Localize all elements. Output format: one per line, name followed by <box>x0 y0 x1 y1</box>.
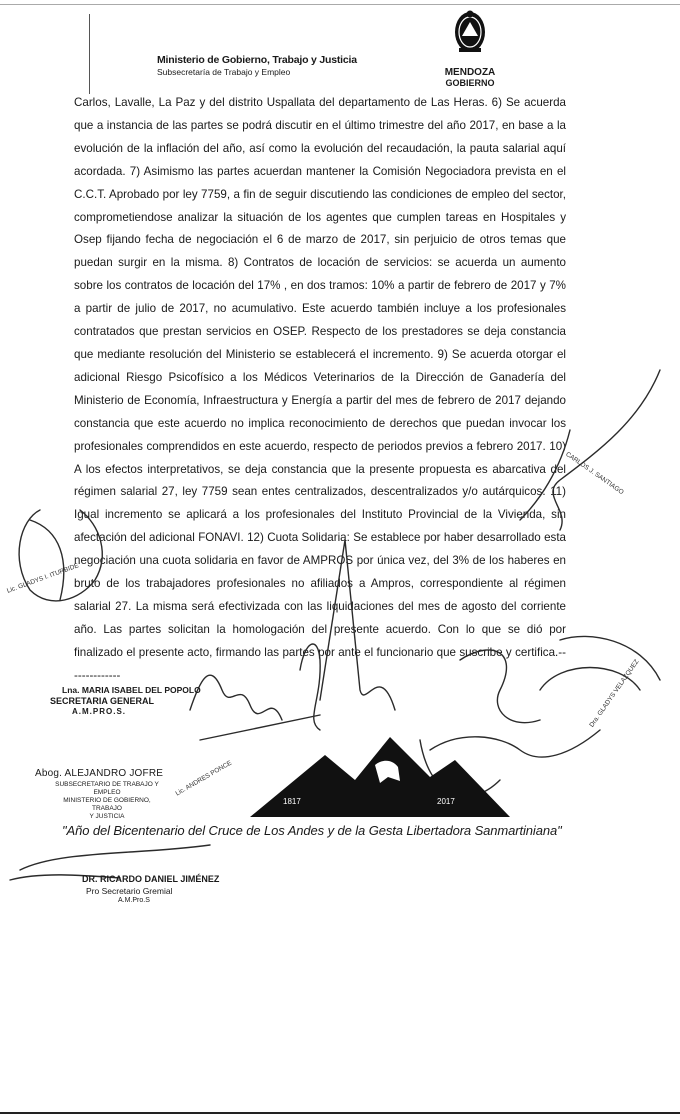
scan-left-edge <box>89 14 90 94</box>
year-motto: "Año del Bicentenario del Cruce de Los Andes y de la Gesta Libertadora Sanmartiniana" <box>62 823 562 838</box>
jofre-title-line3: Y JUSTICIA <box>89 813 125 820</box>
scan-bottom-edge <box>0 1112 680 1114</box>
agreement-body-text: Carlos, Lavalle, La Paz y del distrito Uspallata del departamento de Las Heras. 6) Se acuerda que a instancia de las partes se podrá discutir en el último trimestre del año 2017, en base a la evolución de la inflación del año, así como la evolución del recaudación, la pauta salarial aquí acordada. 7) Asimismo las partes acuerdan mantener la Comisión Negociadora prevista en el C.C.T. Aprobado por ley 7759, a fin de seguir discutiendo las condiciones de empleo del sector, comprometiendose analizar la situación de los agentes que cumplen tareas en Hospitales y Osep fijando fecha de negociación el 6 de marzo de 2017, sin perjuicio de otros temas que puedan surgir en la misma. 8) Contratos de locación de servicios: se acuerda un aumento sobre los contratos de locación del 17% , en dos tramos: 10% a partir de febrero de 2017 y 7% a partir de julio de 2017, no acumulativo. Este acuerdo también incluye a los profesionales contratados que prestan servicios en OSEP. Respecto de los prestadores se deja constancia que mediante resolución del Ministerio se establecerá el incremento. 9) Se acuerda otorgar el adicional Riesgo Psicofísico a los Médicos Veterinarios de la Dirección de Ganadería del Ministerio de Economía, Infraestructura y Energía a partir del mes de febrero de 2017 dejando constancia que este acuerdo no implica reconocimiento de derechos que puedan invocar los profesionales comprendidos en este acuerdo, respecto de periodos previos a febrero 2017. 10) A los efectos interpretativos, se deja constancia que la presente propuesta es abarcativa del régimen salarial 27, ley 7759 sean entes centralizados, descentralizados y/o autárquicos. 11) Igual incremento se aplicará a los profesionales del Instituto Provincial de la Vivienda, sin afectación del adicional FONAVI. 12) Cuota Solidaria: Se establece por haber desarrollado esta negociación una cuota solidaria en favor de AMPROS por única vez, del 3% de los haberes en bruto de los trabajadores profesionales no afiliados a Ampros, correspondiente al régimen salarial 27. La misma será efectivizada con las liquidaciones del mes de agosto del corriente año. Las partes solicitan la homologación del presente acuerdo. Con lo que se dió por finalizado el presente acto, firmando las partes por ante el funcionario que suscribe y certifica.-------------- <box>74 96 566 682</box>
margin-stamp-left: Lic. GLADYS I. ITURBIDE <box>6 562 80 595</box>
logo-gov: GOBIERNO <box>445 78 495 88</box>
jofre-title-line1: SUBSECRETARIO DE TRABAJO Y EMPLEO <box>55 781 159 796</box>
ampros-signatory-title: SECRETARIA GENERAL <box>50 696 155 706</box>
jofre-signatory-name: Abog. ALEJANDRO JOFRE <box>35 768 164 779</box>
jofre-title-line2: MINISTERIO DE GOBIERNO, TRABAJO <box>63 797 151 812</box>
subsecretaria-name: Subsecretaría de Trabajo y Empleo <box>157 67 291 77</box>
ministry-name: Ministerio de Gobierno, Trabajo y Justicia <box>157 54 357 66</box>
ampros-signatory-name: Lna. MARIA ISABEL DEL POPOLO <box>62 685 201 695</box>
scan-top-edge <box>0 4 680 5</box>
jimenez-signatory-name: DR. RICARDO DANIEL JIMÉNEZ <box>82 874 220 884</box>
jimenez-signatory-title: Pro Secretario Gremial <box>86 886 173 896</box>
margin-stamp-right-2: Dra. GLADYS VELAZQUEZ <box>588 658 641 729</box>
ate-stamp: Lic. ANDRES PONCE <box>174 759 234 798</box>
mendoza-logo <box>435 6 505 88</box>
jimenez-signatory-org: A.M.Pro.S <box>118 897 150 904</box>
logo-brand: MENDOZA <box>444 67 496 78</box>
mendoza-shield-icon <box>450 6 490 62</box>
jofre-signatory-titles <box>52 781 162 821</box>
bicentenario-year-left: 1817 <box>283 797 301 806</box>
ampros-signatory-org: A.M.PRO.S. <box>72 707 127 716</box>
margin-stamp-right: CARLOS J. SANTIAGO <box>564 450 625 497</box>
bicentenario-year-right: 2017 <box>437 797 455 806</box>
